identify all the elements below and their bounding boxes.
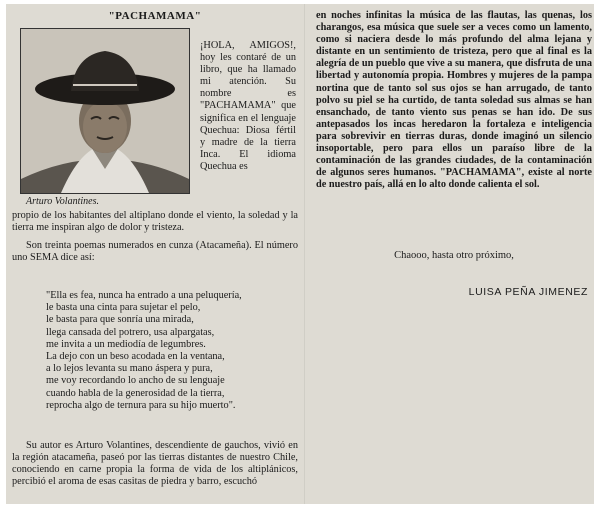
poem-line: me invita a un mediodía de legumbres. xyxy=(46,338,206,350)
author-photo xyxy=(20,28,190,194)
poem-line: a lo lejos levanta su mano áspera y pura, xyxy=(46,363,213,375)
poems-paragraph: Son treinta poemas numerados en cunza (Atacameña). El número uno SEMA dice así: xyxy=(12,240,298,264)
poem-line: le basta para que sonría una mirada, xyxy=(46,314,194,326)
photo-caption: Arturo Volantines. xyxy=(26,196,99,207)
poem-line: reprocha algo de ternura para su hijo muerto". xyxy=(46,399,236,411)
continued-paragraph: en noches infinitas la música de las flautas, las quenas, los charangos, esa música que suele ser a veces como un lamento, como si naciera desde lo más profundo del alma lejana y distante en un sentimiento de tristeza, pero que al final es la alegría de un pueblo que vive a su manera, que disfruta de una libertad y autonomía propia. Hombres y mujeres de la pampa nortina que de tanto sol sus ojos se han arrugado, de tanto polvo su piel se ha curtido, de tanta soledad sus almas se han ensanchado, de tanto viento sus penas se han ido. De sus antepasados los incas heredaron la fortaleza e inteligencia para sobrevivir en tierras duras, donde imaginó un silencio insoportable, pero para ellos un paraíso libre de la contaminación de las grandes ciudades, de la contaminación de algunos seres humanos. "PACHAMAMA", existe al norte de nuestro país, allá en lo alto donde calienta el sol. xyxy=(316,10,592,191)
poem-line: me voy recordando lo ancho de su lenguaje xyxy=(46,375,225,387)
poem-line: cuando habla de la generosidad de la tierra, xyxy=(46,387,225,399)
intro-paragraph: ¡HOLA, AMIGOS!, hoy les contaré de un libro, que ha llamado mi atención. Su nombre es "PACHAMAMA" que significa en el lenguaje Quechua: Diosa fértil y madre de la tierra Inca. El idioma Quechua es xyxy=(200,40,296,172)
poem-line: La dejo con un beso acodada en la ventana, xyxy=(46,351,225,363)
article-title: "PACHAMAMA" xyxy=(108,10,202,22)
poem-line: le basta una cinta para sujetar el pelo, xyxy=(46,302,201,314)
closing-line: Chaooo, hasta otro próximo, xyxy=(394,250,514,261)
column-divider xyxy=(304,4,305,504)
poem-sema xyxy=(46,290,298,412)
intro-continued-paragraph: propio de los habitantes del altiplano donde el viento, la soledad y la tierra me inspiran algo de dolor y tristeza. xyxy=(12,210,298,234)
portrait-illustration xyxy=(21,29,189,193)
author-paragraph: Su autor es Arturo Volantines, descendiente de gauchos, vivió en la región atacameña, paseó por las tierras distantes de nuestro Chile, conociendo en carne propia la forma de vida de los altiplánicos, percibió el aroma de esas casitas de piedra y barro, escuchó xyxy=(12,440,298,488)
poem-line: llega cansada del potrero, usa alpargatas, xyxy=(46,326,215,338)
right-column xyxy=(316,10,592,496)
poem-line: "Ella es fea, nunca ha entrado a una peluquería, xyxy=(46,290,242,301)
author-signature: LUISA PEÑA JIMENEZ xyxy=(468,286,588,298)
newspaper-clipping xyxy=(6,4,594,504)
left-column xyxy=(12,8,298,500)
author-photo-block xyxy=(20,28,190,208)
